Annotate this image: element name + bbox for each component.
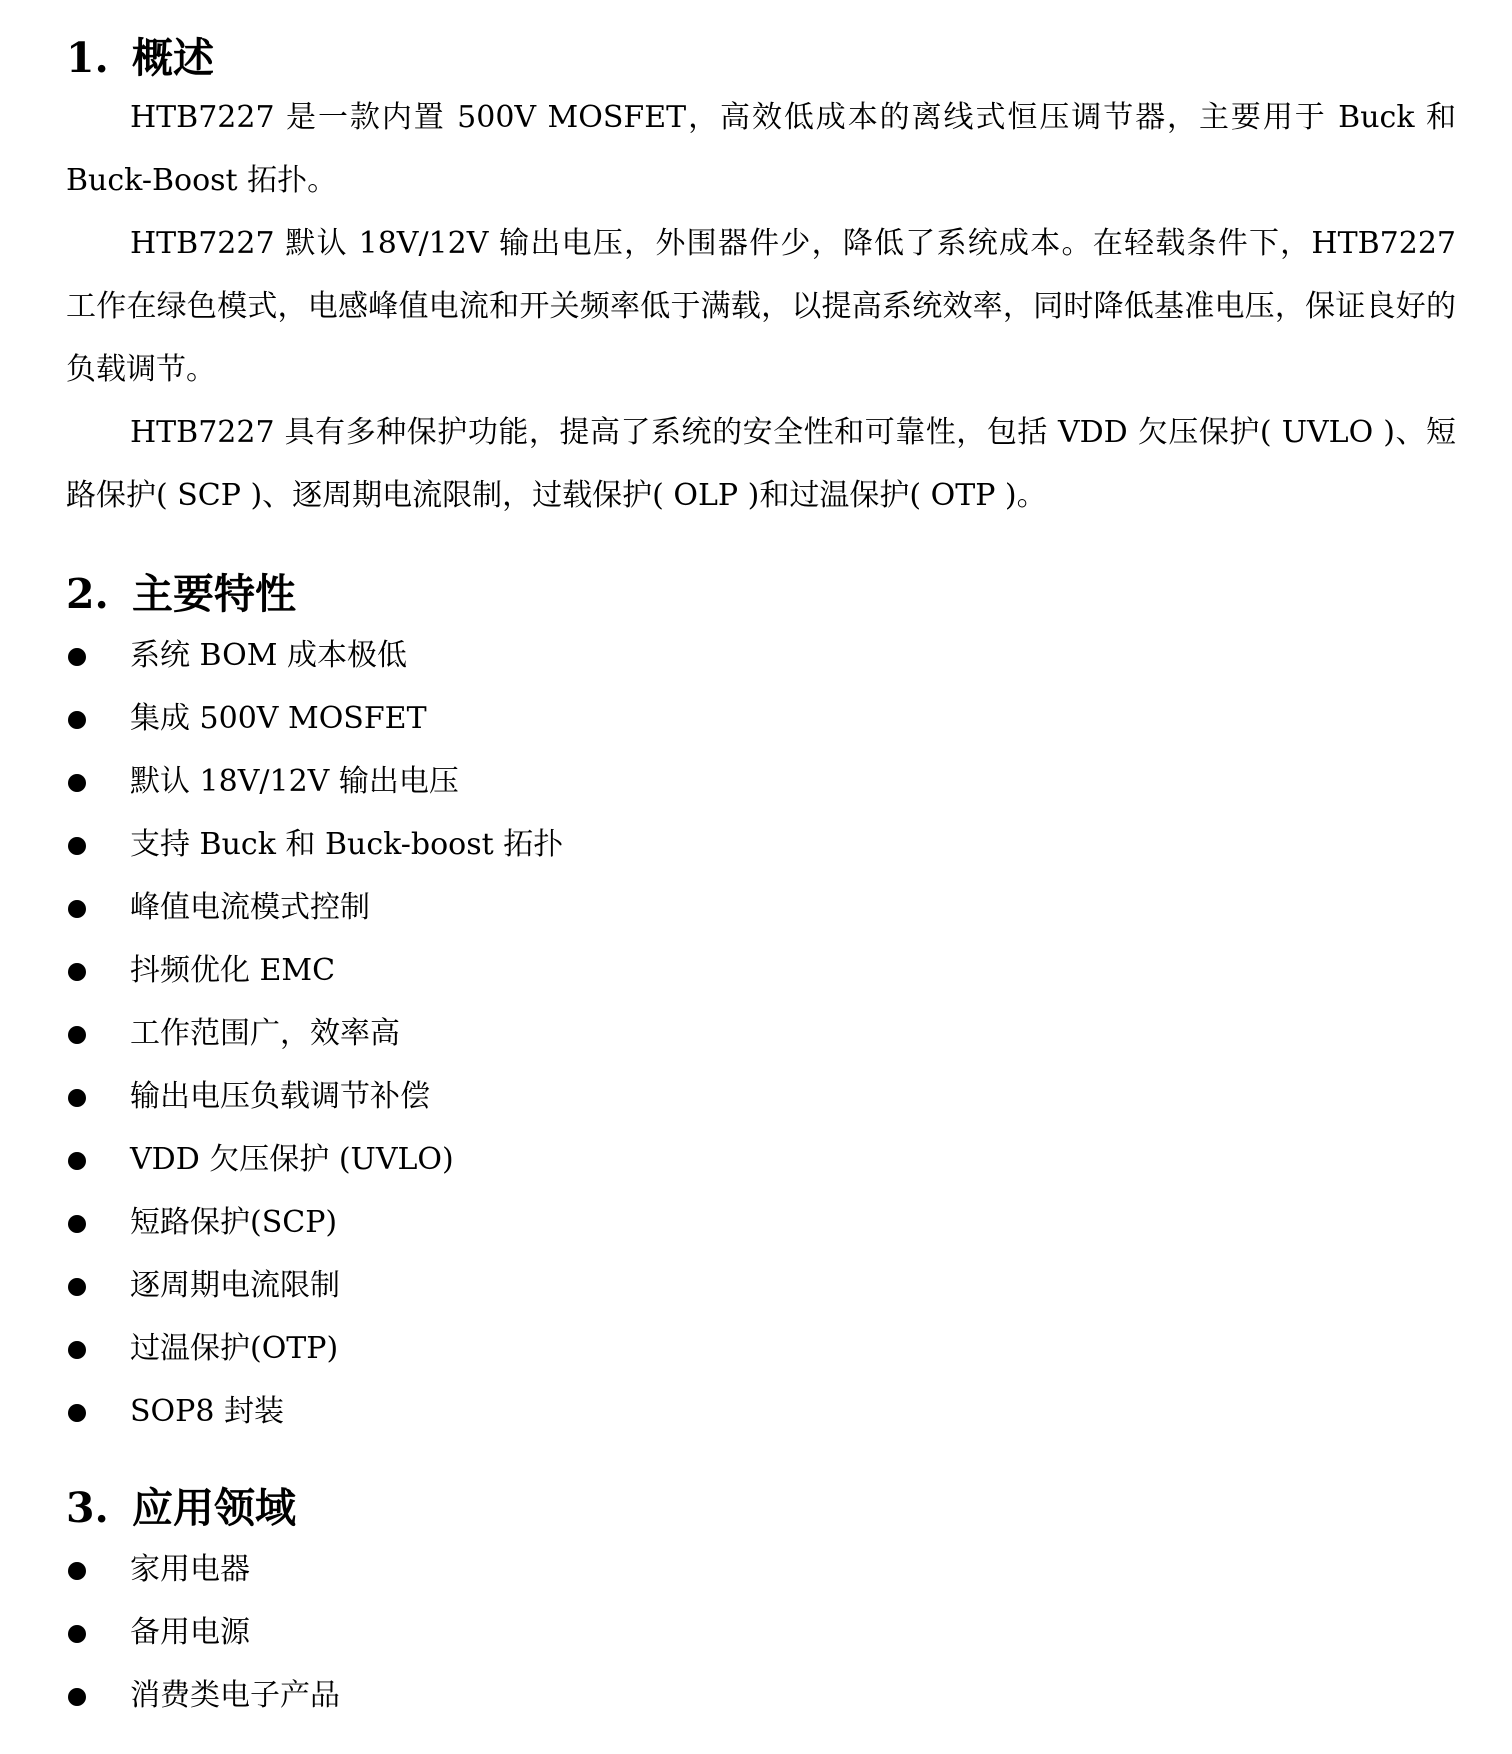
list-item: [66, 1380, 1456, 1443]
list-item-text: 系统 BOM 成本极低: [130, 638, 407, 673]
section-number: 2.: [66, 570, 109, 618]
section-applications: [66, 1480, 1456, 1727]
bullet-dot-icon: [68, 1404, 86, 1422]
section-title: 概述: [132, 34, 214, 82]
list-item: [66, 1317, 1456, 1380]
section-features: [66, 566, 1456, 1443]
list-item-text: 过温保护(OTP): [130, 1331, 339, 1366]
bullet-dot-icon: [68, 1625, 86, 1643]
list-item: [66, 1601, 1456, 1664]
section-number: 1.: [66, 34, 109, 82]
list-item: [66, 1065, 1456, 1128]
section-heading-features: [66, 566, 1456, 622]
list-item-text: 抖频优化 EMC: [130, 953, 336, 988]
list-item: [66, 813, 1456, 876]
list-item-text: SOP8 封装: [130, 1394, 284, 1429]
section-number: 3.: [66, 1484, 109, 1532]
list-item: [66, 750, 1456, 813]
list-item: [66, 1664, 1456, 1727]
section-heading-applications: [66, 1480, 1456, 1536]
list-item-text: 家用电器: [130, 1552, 250, 1587]
section-overview: [66, 30, 1456, 527]
list-item-text: 支持 Buck 和 Buck-boost 拓扑: [130, 827, 564, 862]
list-item: [66, 1002, 1456, 1065]
features-list: [66, 624, 1456, 1443]
list-item-text: 短路保护(SCP): [130, 1205, 338, 1240]
list-item-text: 输出电压负载调节补偿: [130, 1079, 430, 1114]
overview-paragraph-1: HTB7227 是一款内置 500V MOSFET，高效低成本的离线式恒压调节器，主要用于 Buck 和 Buck-Boost 拓扑。: [66, 100, 1456, 198]
bullet-dot-icon: [68, 1026, 86, 1044]
bullet-dot-icon: [68, 774, 86, 792]
list-item: [66, 1538, 1456, 1601]
section-heading-overview: [66, 30, 1456, 86]
bullet-dot-icon: [68, 1152, 86, 1170]
bullet-dot-icon: [68, 900, 86, 918]
overview-paragraph-2: HTB7227 默认 18V/12V 输出电压，外围器件少，降低了系统成本。在轻载条件下，HTB7227 工作在绿色模式，电感峰值电流和开关频率低于满载，以提高系统效率，同时降低基准电压，保证良好的负载调节。: [66, 226, 1456, 387]
list-item: [66, 1191, 1456, 1254]
list-item: [66, 687, 1456, 750]
list-item: [66, 624, 1456, 687]
bullet-dot-icon: [68, 1341, 86, 1359]
bullet-dot-icon: [68, 648, 86, 666]
list-item-text: 集成 500V MOSFET: [130, 701, 427, 736]
section-title: 主要特性: [132, 570, 296, 618]
list-item-text: 逐周期电流限制: [130, 1268, 340, 1303]
list-item: [66, 1128, 1456, 1191]
list-item-text: 工作范围广，效率高: [130, 1016, 400, 1051]
list-item-text: 峰值电流模式控制: [130, 890, 370, 925]
bullet-dot-icon: [68, 1215, 86, 1233]
list-item: [66, 1254, 1456, 1317]
bullet-dot-icon: [68, 1089, 86, 1107]
list-item: [66, 876, 1456, 939]
section-title: 应用领域: [132, 1484, 296, 1532]
bullet-dot-icon: [68, 711, 86, 729]
list-item-text: VDD 欠压保护 (UVLO): [130, 1142, 454, 1177]
bullet-dot-icon: [68, 963, 86, 981]
bullet-dot-icon: [68, 1688, 86, 1706]
list-item-text: 默认 18V/12V 输出电压: [130, 764, 459, 799]
list-item-text: 消费类电子产品: [130, 1678, 340, 1713]
list-item-text: 备用电源: [130, 1615, 250, 1650]
list-item: [66, 939, 1456, 1002]
bullet-dot-icon: [68, 1562, 86, 1580]
bullet-dot-icon: [68, 1278, 86, 1296]
bullet-dot-icon: [68, 837, 86, 855]
applications-list: [66, 1538, 1456, 1727]
overview-paragraph-3: HTB7227 具有多种保护功能，提高了系统的安全性和可靠性，包括 VDD 欠压保护( UVLO )、短路保护( SCP )、逐周期电流限制，过载保护( OLP )和过温保护( OTP )。: [66, 415, 1456, 513]
